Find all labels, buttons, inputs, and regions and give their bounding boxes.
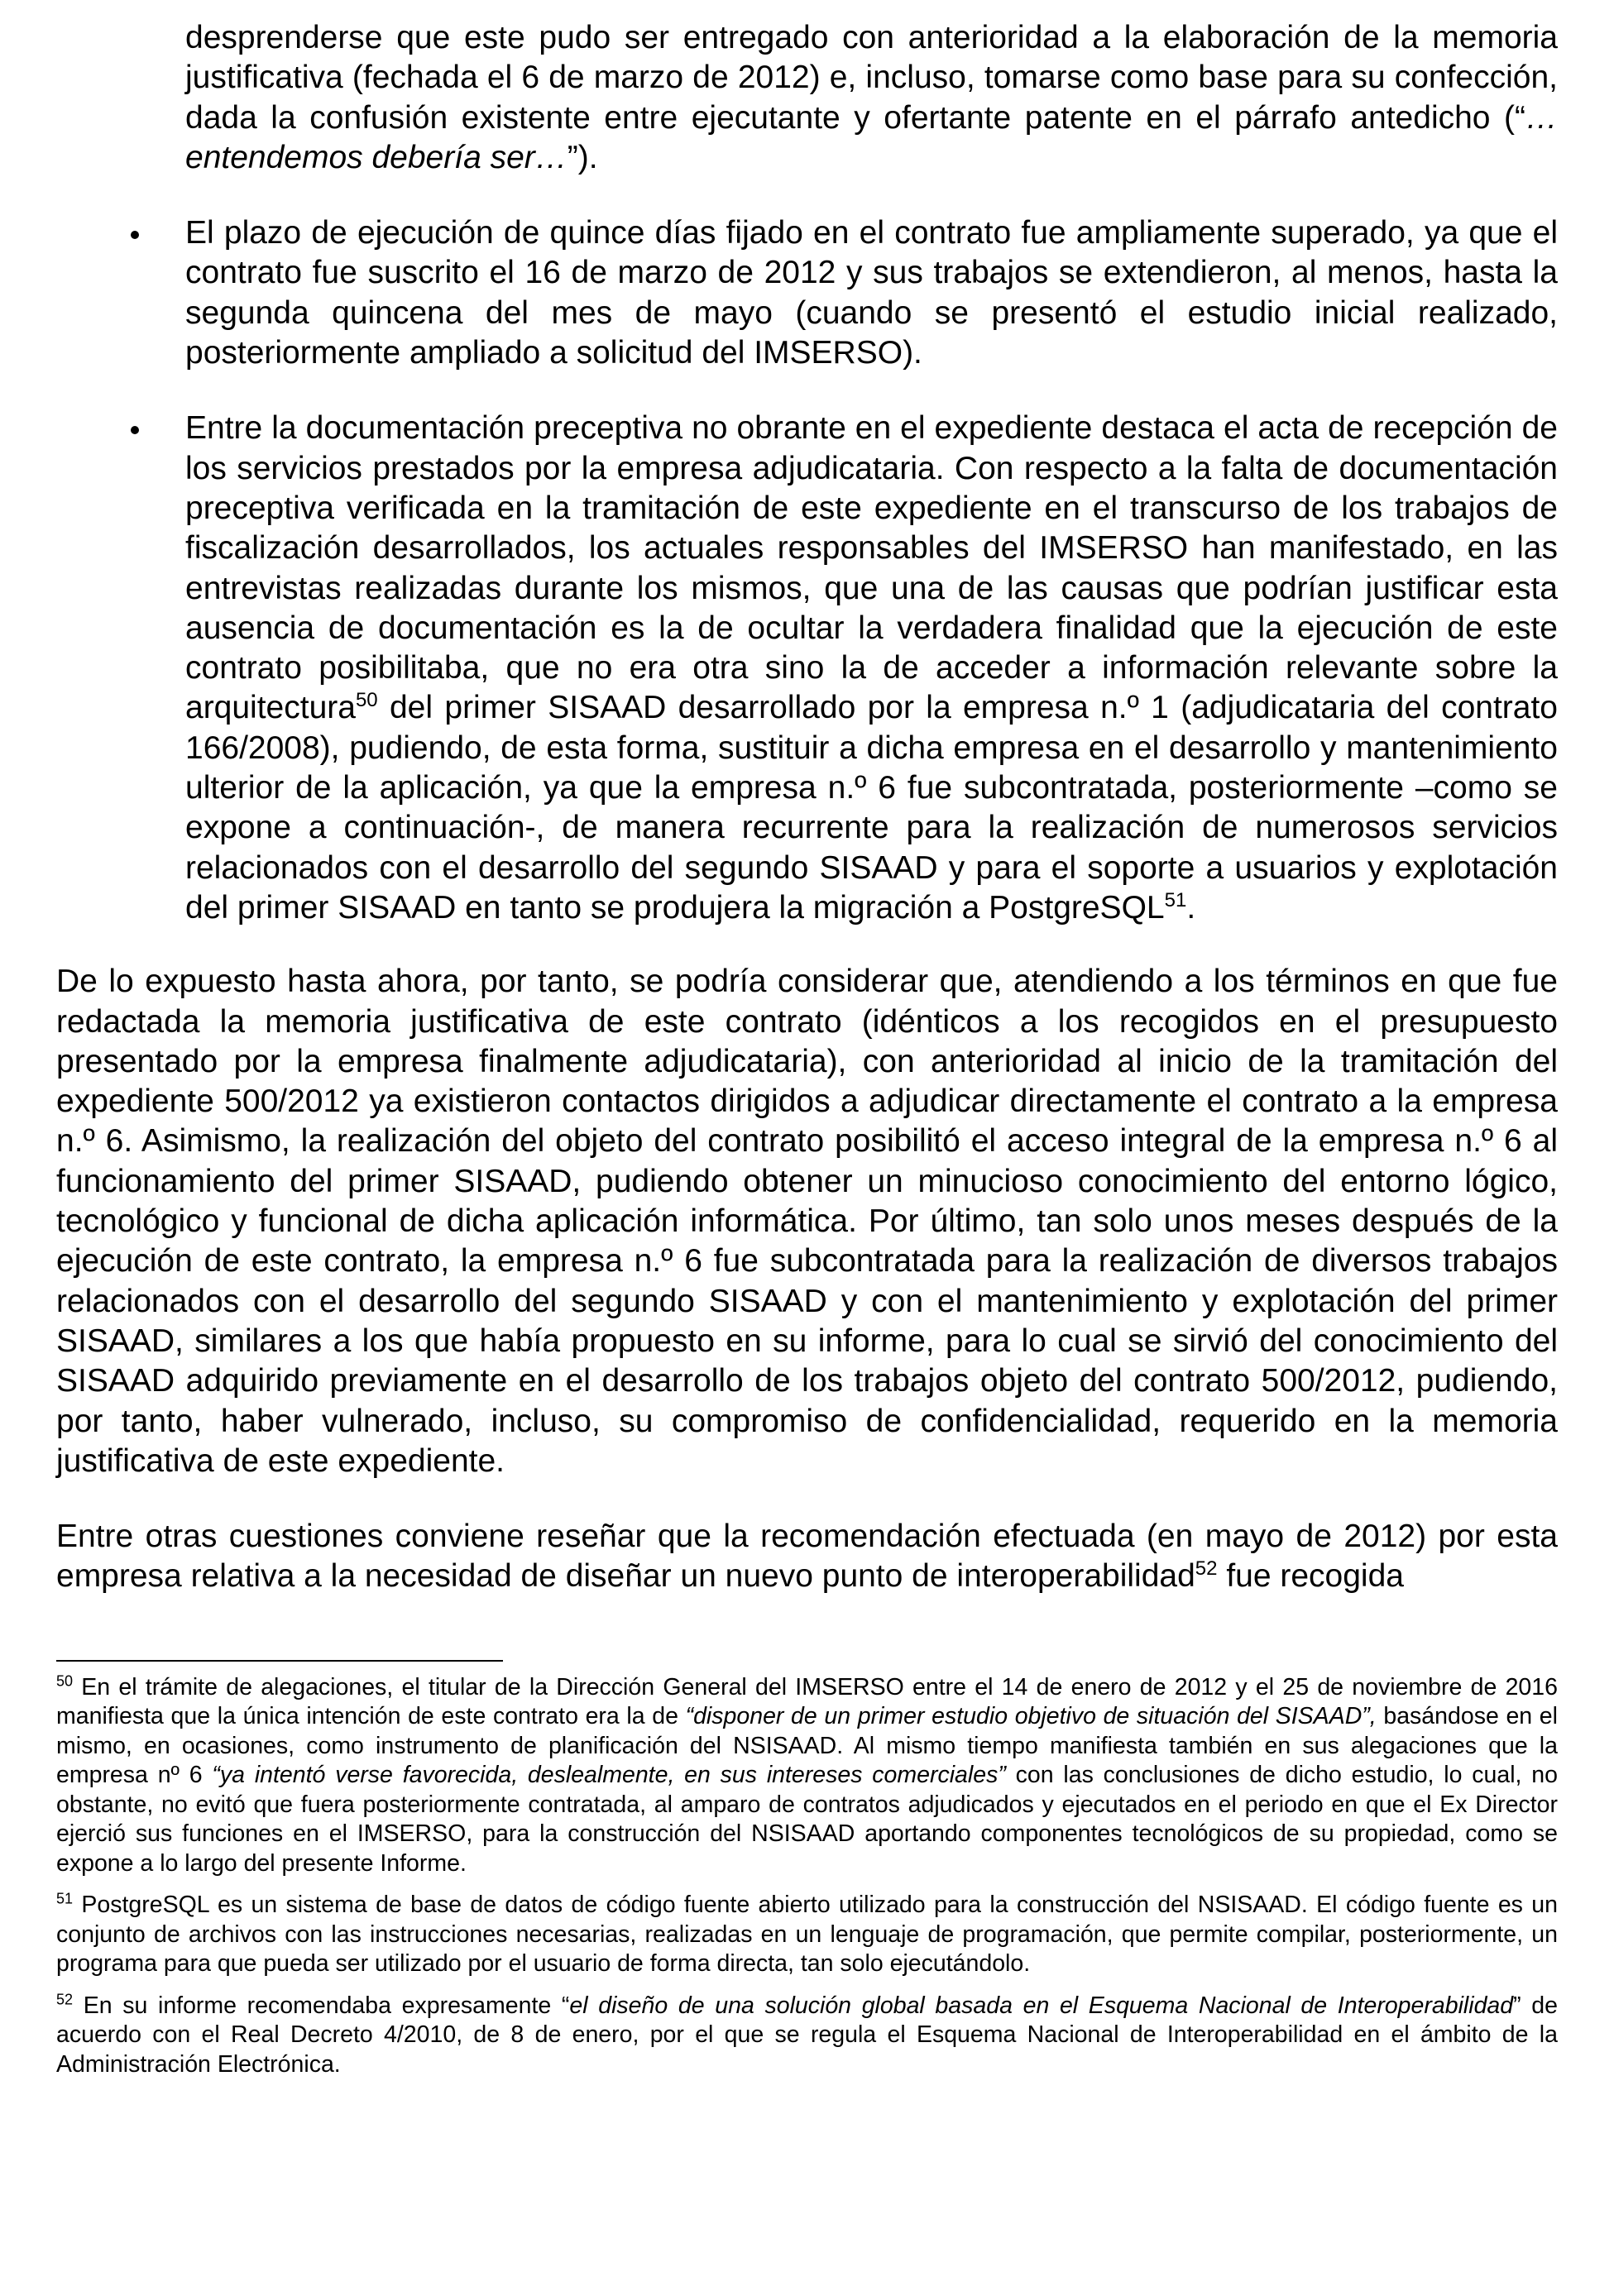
footnote-number: 51 <box>56 1890 74 1907</box>
footnote-quote: el diseño de una solución global basada en el Esquema Nacional de Interoperabilidad <box>569 1992 1514 2019</box>
footnote-number: 50 <box>56 1672 74 1690</box>
footnote-ref-51[interactable]: 51 <box>1164 888 1187 911</box>
footnote-text: ” de acuerdo con el Real Decreto 4/2010, de 8 de enero, por el que se regula el Esquema Nacional de Interoperabilidad en el ámbito de la Administración Electrónica. <box>56 1992 1558 2078</box>
paragraph-text-end: fue recogida <box>1217 1558 1404 1595</box>
paragraph-text: Entre otras cuestiones conviene reseñar que la recomendación efectuada (en mayo de 2012) por esta empresa relativa a la necesidad de diseñar un nuevo punto de interoperabilidad <box>56 1519 1558 1595</box>
footnote-text: basándose en el mismo, en ocasiones, como instrumento de planificación del NSISAAD. Al mismo tiempo manifiesta también en sus alegaciones que la empresa nº 6 <box>56 1703 1558 1789</box>
footnote-text: con las conclusiones de dicho estudio, lo cual, no obstante, no evitó que fuera posteriormente contratada, al amparo de contratos adjudicados y ejecutados en el periodo en que el Ex Director ejerció sus funciones en el IMSERSO, para la construcción del NSISAAD aportando componentes tecnológicos de su propiedad, como se expone a lo largo del presente Informe. <box>56 1762 1558 1877</box>
footnote-ref-52[interactable]: 52 <box>1195 1557 1218 1581</box>
bullet-text: Entre la documentación preceptiva no obrante en el expediente destaca el acta de recepción de los servicios prestados por la empresa adjudicataria. Con respecto a la falta de documentación preceptiva verificada en la tramitación de este expediente en el transcurso de los trabajos de fiscalización desarrollados, los actuales responsables del IMSERSO han manifestado, en las entrevistas realizadas durante los mismos, que una de las causas que podrían justificar esta ausencia de documentación es la de ocultar la verdadera finalidad que la ejecución de este contrato posibilitaba, que no era otra sino la de acceder a información relevante sobre la arquitectura <box>185 410 1558 726</box>
footnote-51 <box>56 1891 1558 1979</box>
footnote-52 <box>56 1992 1558 2080</box>
bullet-text-end: . <box>1186 889 1196 926</box>
bullet-text-cont: del primer SISAAD desarrollado por la empresa n.º 1 (adjudicataria del contrato 166/2008), pudiendo, de esta forma, sustituir a dicha empresa en el desarrollo y mantenimiento ulterior de la aplicación, ya que la empresa n.º 6 fue subcontratada, posteriormente –como se expone a continuación-, de manera recurrente para la realización de numerosos servicios relacionados con el desarrollo del segundo SISAAD y para el soporte a usuarios y explotación del primer SISAAD en tanto se produjera la migración a PostgreSQL <box>185 690 1558 926</box>
footnote-quote: “ya intentó verse favorecida, deslealmente, en sus intereses comerciales” <box>212 1762 1006 1789</box>
paragraph-conclusion <box>56 962 1558 1481</box>
bullet-text: El plazo de ejecución de quince días fijado en el contrato fue ampliamente superado, ya que el contrato fue suscrito el 16 de marzo de 2012 y sus trabajos se extendieron, al menos, hasta la segunda quincena del mes de mayo (cuando se presentó el estudio inicial realizado, posteriormente ampliado a solicitud del IMSERSO). <box>185 215 1558 371</box>
footnote-50 <box>56 1673 1558 1879</box>
footnote-quote: “disponer de un primer estudio objetivo de situación del SISAAD”, <box>685 1703 1377 1730</box>
footnote-number: 52 <box>56 1991 74 2008</box>
footnote-text: En su informe recomendaba expresamente “ <box>73 1992 570 2019</box>
footnote-text: PostgreSQL es un sistema de base de datos de código fuente abierto utilizado para la construcción del NSISAAD. El código fuente es un conjunto de archivos con las instrucciones necesarias, realizadas en un lenguaje de programación, que permite compilar, posteriormente, un programa para que pueda ser utilizado por el usuario de forma directa, tan solo ejecutándolo. <box>56 1892 1558 1978</box>
continuation-quote: … entendemos debería ser… <box>185 99 1558 175</box>
footnote-separator <box>56 1660 503 1662</box>
footnotes <box>56 1673 1558 2080</box>
continuation-text-end: ”). <box>567 139 598 175</box>
footnote-text: En el trámite de alegaciones, el titular de la Dirección General del IMSERSO entre el 14 de enero de 2012 y el 25 de noviembre de 2016 manifiesta que la única intención de este contrato era la de <box>56 1673 1558 1730</box>
paragraph-text: De lo expuesto hasta ahora, por tanto, se podría considerar que, atendiendo a los términos en que fue redactada la memoria justificativa de este contrato (idénticos a los recogidos en el presupuesto presentado por la empresa finalmente adjudicataria), con anterioridad al inicio de la tramitación del expediente 500/2012 ya existieron contactos dirigidos a adjudicar directamente el contrato a la empresa n.º 6. Asimismo, la realización del objeto del contrato posibilitó el acceso integral de la empresa n.º 6 al funcionamiento del primer SISAAD, pudiendo obtener un minucioso conocimiento del entorno lógico, tecnológico y funcional de dicha aplicación informática. Por último, tan solo unos meses después de la ejecución de este contrato, la empresa n.º 6 fue subcontratada para la realización de diversos trabajos relacionados con el desarrollo del segundo SISAAD y con el mantenimiento y explotación del primer SISAAD, similares a los que había propuesto en su informe, para lo cual se sirvió del conocimiento del SISAAD adquirido previamente en el desarrollo de los trabajos objeto del contrato 500/2012, pudiendo, por tanto, haber vulnerado, incluso, su compromiso de confidencialidad, requerido en la memoria justificativa de este expediente. <box>56 964 1558 1479</box>
continued-bullet-text <box>185 18 1558 178</box>
bullet-item-plazo <box>185 213 1558 373</box>
main-text <box>56 18 1558 1597</box>
paragraph-recomendacion <box>56 1517 1558 1597</box>
bullet-dot-icon <box>131 231 139 239</box>
bullet-dot-icon <box>131 426 139 434</box>
bullet-item-documentacion <box>185 409 1558 928</box>
footnote-ref-50[interactable]: 50 <box>355 689 378 712</box>
continuation-text: desprenderse que este pudo ser entregado con anterioridad a la elaboración de la memoria justificativa (fechada el 6 de marzo de 2012) e, incluso, tomarse como base para su confección, dada la confusión existente entre ejecutante y ofertante patente en el párrafo antedicho (“ <box>185 20 1558 136</box>
